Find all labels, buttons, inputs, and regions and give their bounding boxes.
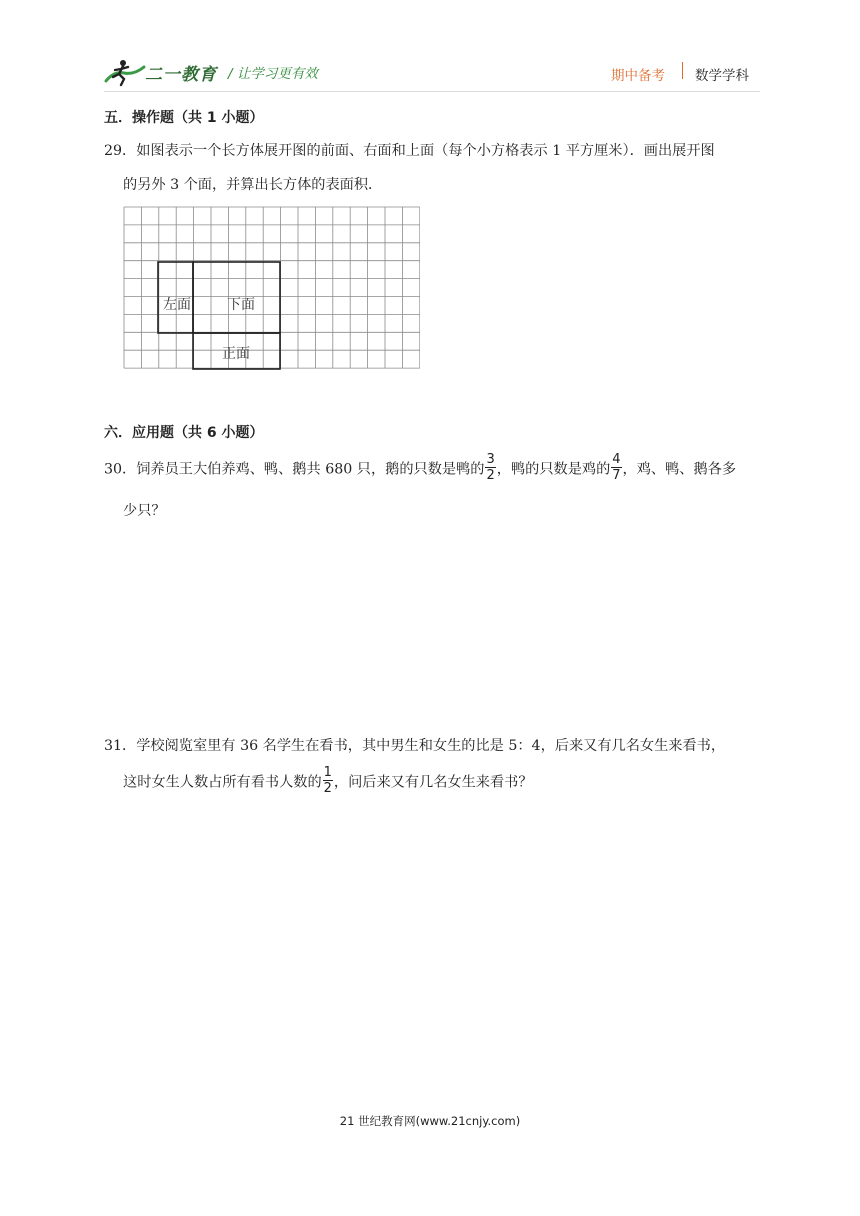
section-5-title: 五．操作题（共 1 小题）: [104, 110, 264, 126]
q31-line2: [123, 765, 533, 797]
q29-line2: 的另外 3 个面，并算出长方体的表面积．: [123, 177, 383, 193]
slogan: / 让学习更有效: [228, 66, 318, 82]
face-bottom-label: 下面: [227, 297, 255, 313]
section-6-title: 六．应用题（共 6 小题）: [104, 425, 264, 441]
exam-label: 期中备考: [611, 68, 665, 84]
q30-text-1: 30．饲养员王大伯养鸡、鸭、鹅共 680 只，鹅的只数是鸭的: [104, 461, 485, 478]
q31-text-1: 这时女生人数占所有看书人数的: [123, 774, 322, 791]
face-left-label: 左面: [163, 297, 191, 313]
q31-line1: 31．学校阅览室里有 36 名学生在看书，其中男生和女生的比是 5：4，后来又有几名女生来看书，: [104, 738, 726, 754]
net-grid-figure: [123, 206, 420, 374]
q30-fraction-1: $\frac{3}{2}$: [486, 452, 495, 483]
face-front-label: 正面: [222, 346, 250, 362]
page-footer: 21 世纪教育网(www.21cnjy.com): [339, 1114, 521, 1128]
q30-line1: [104, 452, 737, 484]
q30-line2: 少只？: [123, 503, 166, 519]
q31-fraction: $\frac{1}{2}$: [323, 765, 332, 796]
logo-runner-icon: [104, 57, 146, 87]
q30-text-2: ，鸭的只数是鸡的: [496, 461, 611, 478]
logo-text: 二一教育: [145, 65, 217, 85]
q30-fraction-2: $\frac{4}{7}$: [612, 452, 621, 483]
header-rule: [104, 91, 760, 92]
q30-text-3: ，鸡、鸭、鹅各多: [622, 461, 737, 478]
q29-line1: 29．如图表示一个长方体展开图的前面、右面和上面（每个小方格表示 1 平方厘米）．画出展开图: [104, 143, 715, 159]
subject-label: 数学学科: [695, 68, 749, 84]
q31-text-2: ，问后来又有几名女生来看书？: [333, 774, 533, 791]
header-divider: [682, 62, 683, 79]
